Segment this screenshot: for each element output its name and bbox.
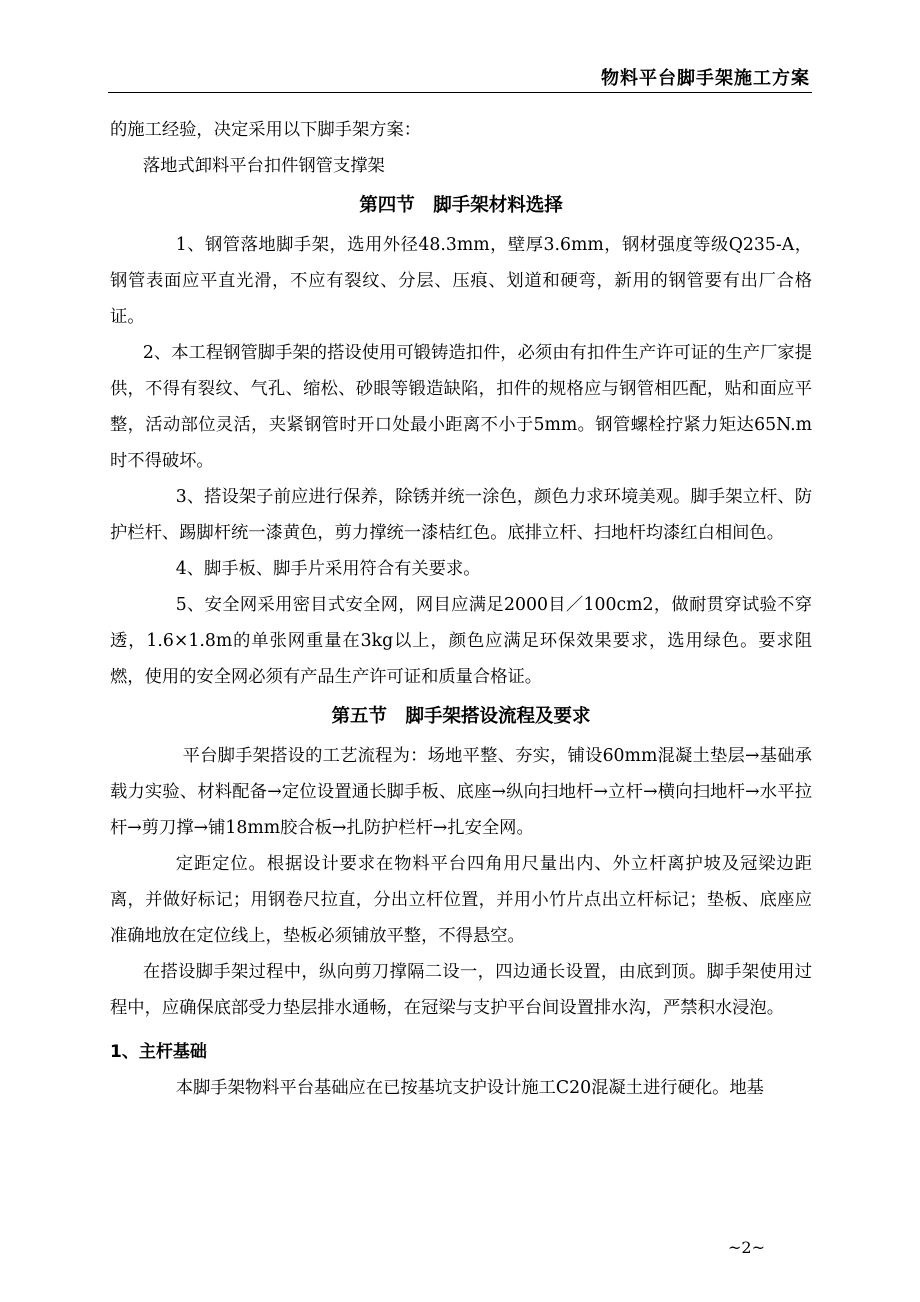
material-item-5: 5、安全网采用密目式安全网，网目应满足2000目／100cm2，做耐贯穿试验不穿透，1.6×1.8m的单张网重量在3kg以上，颜色应满足环保效果要求，选用绿色。要求阻燃，使用的安全网必须有产品生产许可证和质量合格证。 <box>110 595 812 687</box>
material-item-3: 3、搭设架子前应进行保养，除锈并统一涂色，颜色力求环境美观。脚手架立杆、防护栏杆、踢脚杆统一漆黄色，剪力撑统一漆桔红色。底排立杆、扫地杆均漆红白相间色。 <box>110 487 812 543</box>
positioning-paragraph: 定距定位。根据设计要求在物料平台四角用尺量出内、外立杆离护坡及冠梁边距离，并做好标记；用钢卷尺拉直，分出立杆位置，并用小竹片点出立杆标记；垫板、底座应准确地放在定位线上，垫板必须铺放平整，不得悬空。 <box>110 854 812 946</box>
running-header-title: 物料平台脚手架施工方案 <box>601 68 810 89</box>
section-4-heading: 第四节 脚手架材料选择 <box>359 195 563 216</box>
page-number: ~2~ <box>728 1238 765 1257</box>
foundation-paragraph: 本脚手架物料平台基础应在已按基坑支护设计施工C20混凝土进行硬化。地基 <box>175 1078 764 1098</box>
bracing-paragraph: 在搭设脚手架过程中，纵向剪刀撑隔二设一，四边通长设置，由底到顶。脚手架使用过程中，应确保底部受力垫层排水通畅，在冠梁与支护平台间设置排水沟，严禁积水浸泡。 <box>110 962 812 1018</box>
material-item-2: 2、本工程钢管脚手架的搭设使用可锻铸造扣件，必须由有扣件生产许可证的生产厂家提供，不得有裂纹、气孔、缩松、砂眼等锻造缺陷，扣件的规格应与钢管相匹配，贴和面应平整，活动部位灵活，夹紧钢管时开口处最小距离不小于5mm。钢管螺栓拧紧力矩达65N.m时不得破坏。 <box>110 343 812 471</box>
scaffold-scheme-line: 落地式卸料平台扣件钢管支撑架 <box>142 156 385 176</box>
document-body <box>110 112 812 1106</box>
section-5-heading: 第五节 脚手架搭设流程及要求 <box>331 706 591 727</box>
process-flow-paragraph: 平台脚手架搭设的工艺流程为：场地平整、夯实，铺设60mm混凝土垫层→基础承载力实验、材料配备→定位设置通长脚手板、底座→纵向扫地杆→立杆→横向扫地杆→水平拉杆→剪刀撑→铺18mm胶合板→扎防护栏杆→扎安全网。 <box>110 746 812 838</box>
material-item-1: 1、钢管落地脚手架，选用外径48.3mm，壁厚3.6mm，钢材强度等级Q235-A，钢管表面应平直光滑，不应有裂纹、分层、压痕、划道和硬弯，新用的钢管要有出厂合格证。 <box>110 235 812 327</box>
subsection-1-heading: 1、主杆基础 <box>110 1042 207 1062</box>
intro-paragraph: 的施工经验，决定采用以下脚手架方案： <box>110 120 422 140</box>
header-divider <box>108 92 812 93</box>
material-item-4: 4、脚手板、脚手片采用符合有关要求。 <box>175 559 481 579</box>
